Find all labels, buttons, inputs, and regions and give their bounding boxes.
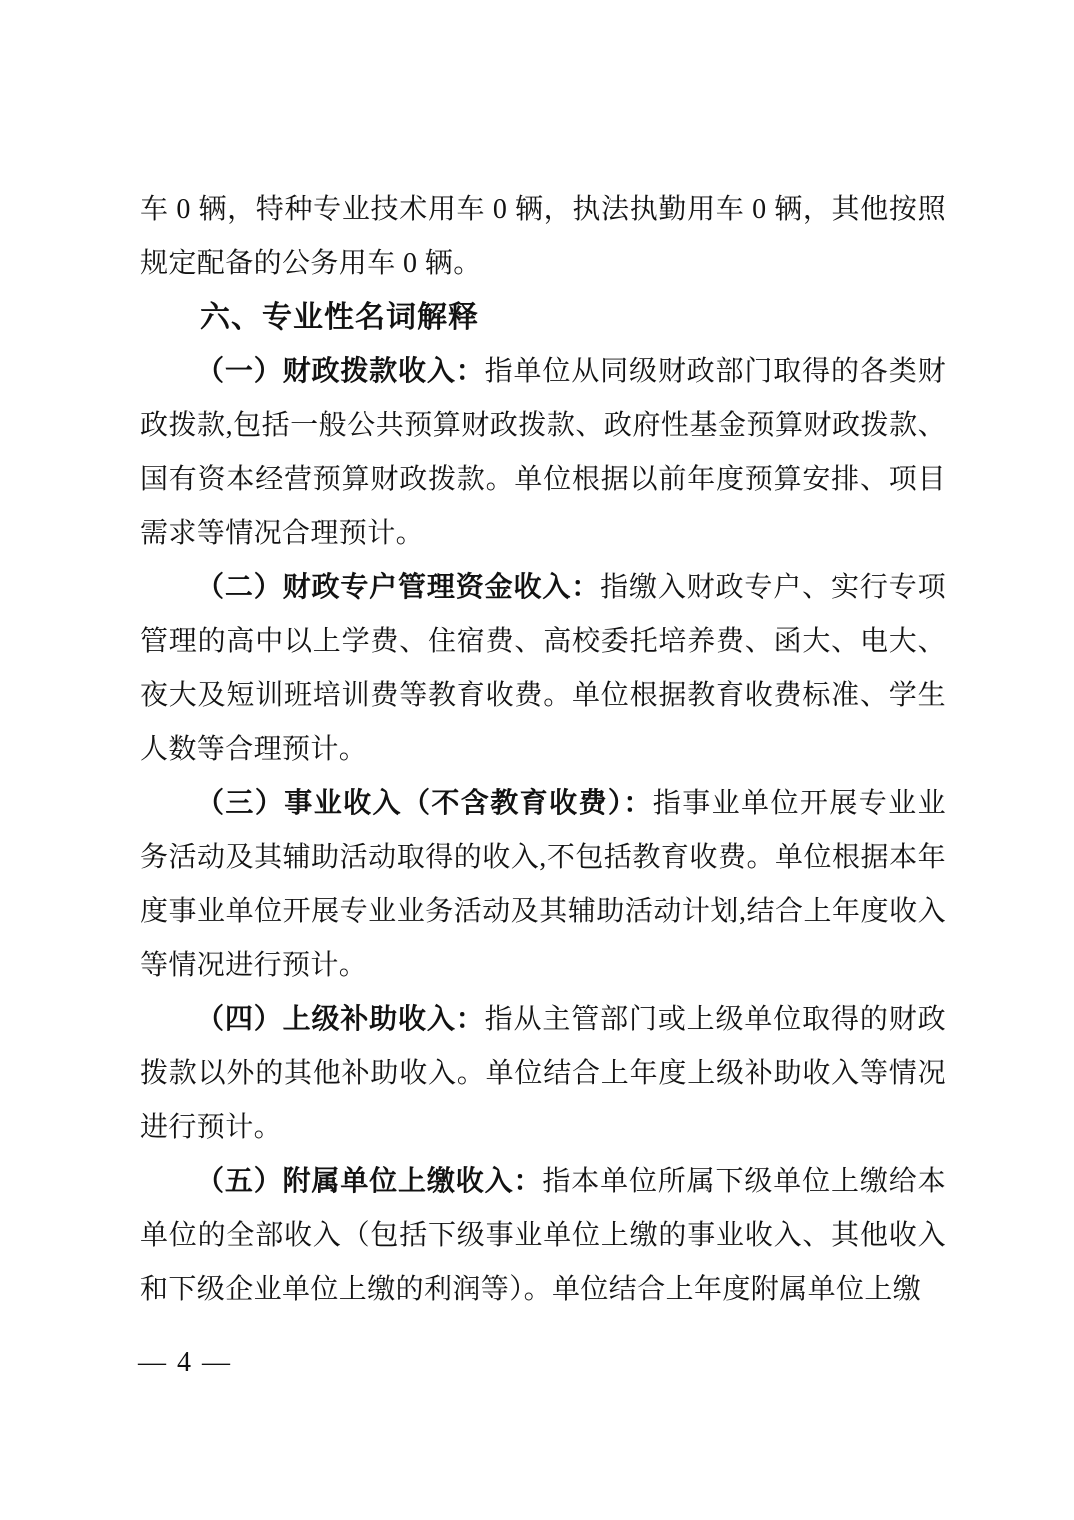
term-paragraph-5 (140, 1155, 946, 1317)
term-body-3: 指事业单位开展专业业务活动及其辅助活动取得的收入,不包括教育收费。单位根据本年度事业单位开展专业业务活动及其辅助活动计划,结合上年度收入等情况进行预计。 (140, 788, 946, 981)
term-body-1: 指单位从同级财政部门取得的各类财政拨款,包括一般公共预算财政拨款、政府性基金预算财政拨款、国有资本经营预算财政拨款。单位根据以前年度预算安排、项目需求等情况合理预计。 (140, 356, 946, 549)
term-body-4: 指从主管部门或上级单位取得的财政拨款以外的其他补助收入。单位结合上年度上级补助收入等情况进行预计。 (140, 1004, 946, 1143)
section-heading: 六、专业性名词解释 (200, 301, 479, 334)
term-body-5: 指本单位所属下级单位上缴给本单位的全部收入（包括下级事业单位上缴的事业收入、其他收入和下级企业单位上缴的利润等）。单位结合上年度附属单位上缴 (140, 1166, 946, 1305)
term-paragraph-4 (140, 993, 946, 1155)
page-number: — 4 — (138, 1347, 232, 1378)
text-block (140, 183, 946, 1317)
term-lead-1: （一）财政拨款收入： (196, 356, 485, 387)
term-lead-3: （三）事业收入（不含教育收费）： (196, 788, 653, 819)
paragraph-continuation: 车 0 辆，特种专业技术用车 0 辆，执法执勤用车 0 辆，其他按照规定配备的公务用车 0 辆。 (140, 194, 946, 279)
term-lead-4: （四）上级补助收入： (196, 1004, 485, 1035)
term-lead-2: （二）财政专户管理资金收入： (196, 572, 601, 603)
term-paragraph-1 (140, 345, 946, 561)
term-body-2: 指缴入财政专户、实行专项管理的高中以上学费、住宿费、高校委托培养费、函大、电大、夜大及短训班培训费等教育收费。单位根据教育收费标准、学生人数等合理预计。 (140, 572, 946, 765)
term-paragraph-2 (140, 561, 946, 777)
term-paragraph-3 (140, 777, 946, 993)
term-lead-5: （五）附属单位上缴收入： (196, 1166, 543, 1197)
